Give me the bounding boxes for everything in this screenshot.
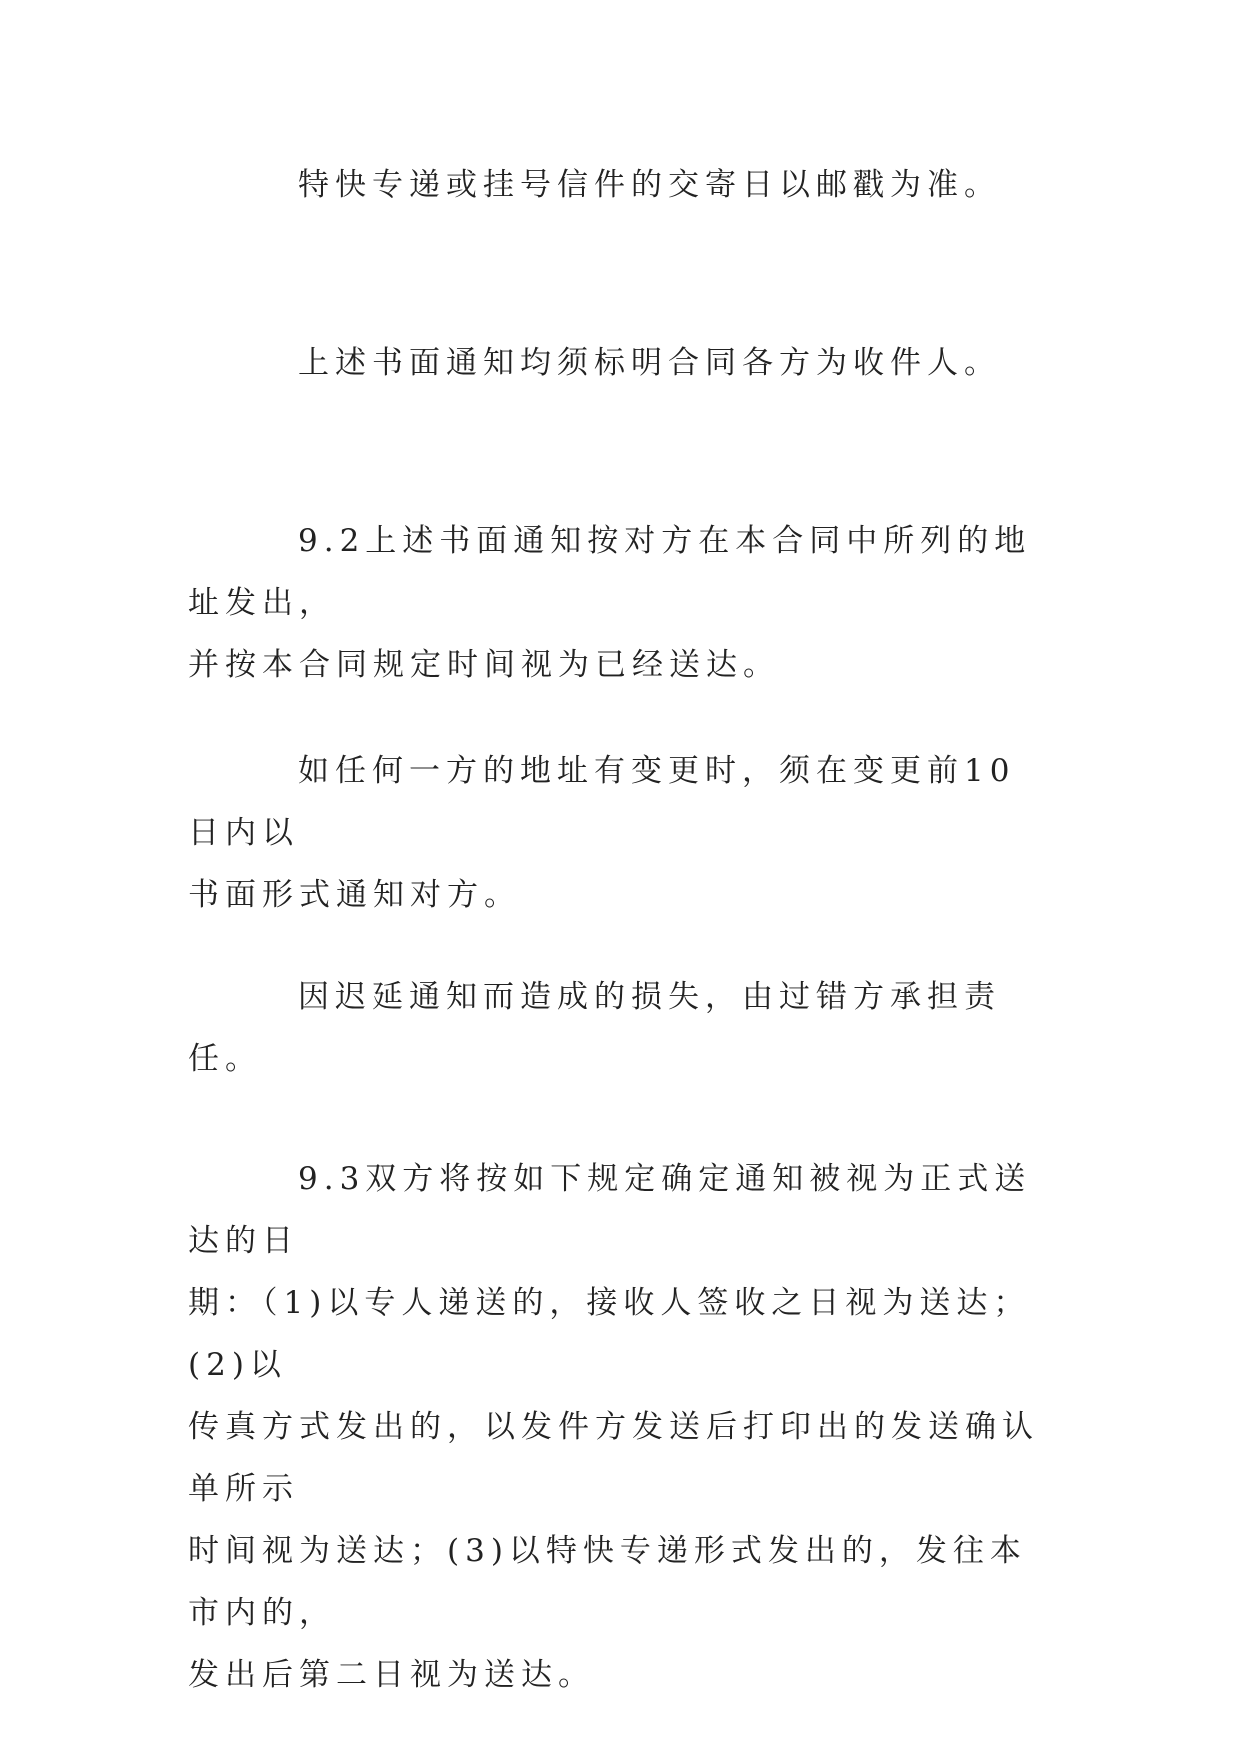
paragraph-line: 传真方式发出的，以发件方发送后打印出的发送确认单所示 (188, 1409, 1039, 1507)
paragraph-line: 因迟延通知而造成的损失，由过错方承担责任。 (188, 979, 1001, 1077)
paragraph-line: 书面形式通知对方。 (188, 877, 521, 913)
paragraph-line: 特快专递或挂号信件的交寄日以邮戳为准。 (298, 167, 1001, 203)
paragraph-line: 期：（1)以专人递送的，接收人签收之日视为送达；(2)以 (188, 1285, 1031, 1383)
paragraph-line: 如任何一方的地址有变更时，须在变更前10日内以 (188, 753, 1016, 851)
paragraph-address-change (188, 740, 1048, 926)
paragraph-delivery-date (188, 154, 1048, 216)
paragraph-line: 9.3双方将按如下规定确定通知被视为正式送达的日 (188, 1161, 1032, 1259)
paragraph-line: 并按本合同规定时间视为已经送达。 (188, 647, 780, 683)
paragraph-delay-liability (188, 966, 1048, 1090)
paragraph-recipient (188, 332, 1048, 394)
paragraph-clause-9-3 (188, 1148, 1048, 1706)
paragraph-line: 9.2上述书面通知按对方在本合同中所列的地址发出， (188, 523, 1032, 621)
paragraph-clause-9-2 (188, 510, 1048, 696)
paragraph-line: 上述书面通知均须标明合同各方为收件人。 (298, 345, 1001, 381)
paragraph-line: 发出后第二日视为送达。 (188, 1657, 595, 1693)
paragraph-line: 时间视为送达；(3)以特快专递形式发出的，发往本市内的， (188, 1533, 1027, 1631)
